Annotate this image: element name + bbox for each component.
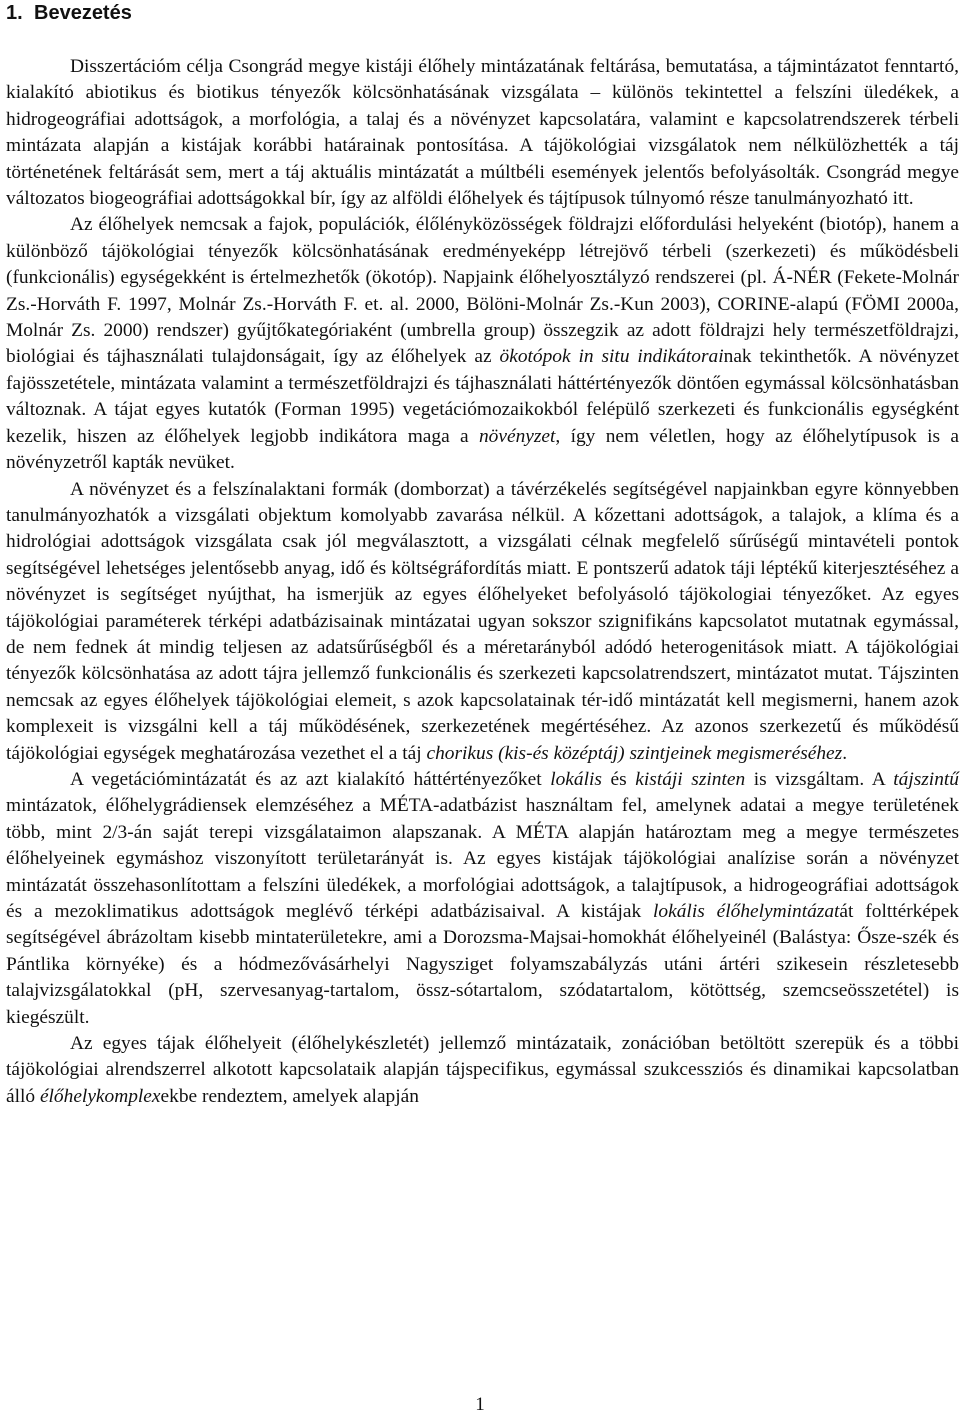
body-text [6,54,959,1110]
paragraph-2-text-a: Az élőhelyek nemcsak a fajok, populációk, élőlényközösségek földrajzi előfordulási helyeként (biotóp), hanem a különböző tájökológiai tényezők kölcsönhatásának eredményeképp létrejövő térbeli (szerkezeti) és működésbeli (funkcionális) egységekként is értelmezhetők (ökotóp). Napjaink élőhelyosztályzó rendszerei (pl. Á-NÉR (Fekete-Molnár Zs.-Horváth F. 1997, Molnár Zs.-Horváth F. et. al. 2000, Bölöni-Molnár Zs.-Kun 2003), CORINE-alapú (FÖMI 2000a, Molnár Zs. 2000) rendszer) gyűjtőkategóriaként (umbrella group) összegzik az adott földrajzi hely természetföldrajzi, biológiai és tájhasználati tulajdonságait, így az élőhelyek az [6,214,959,368]
paragraph-4-italic-3: tájszintű [893,768,959,790]
paragraph-4-text-a: A vegetációmintázatát és az azt kialakító háttértényezőket [70,768,551,790]
paragraph-5-italic-1: élőhelykomplex [39,1085,161,1107]
section-number: 1. [6,2,23,24]
page-number: 1 [475,1394,485,1415]
document-page [6,0,959,1110]
paragraph-2 [6,212,959,476]
section-title: Bevezetés [34,2,132,24]
paragraph-1-text: Disszertációm célja Csongrád megye kistáji élőhely mintázatának feltárása, bemutatása, a tájmintázatot fenntartó, kialakító abiotikus és biotikus tényezők kölcsönhatásának vizsgálata – különös tekintettel a felszíni üledékek, a hidrogeográfiai adottságok, a morfológia, a talaj és a növényzet kapcsolatára, valamint e kapcsolatrendszerek térbeli mintázata alapján a kistájak korábbi határainak pontosítása. A tájökológiai vizsgálatok nem nélkülözhették a táj történetének feltárását sem, mert a táj aktuális mintázatát a múltbéli események jelentős befolyásolták. Csongrád megye változatos biogeográfiai adottságokkal bír, így az alföldi élőhelyek és tájtípusok túlnyomó része tanulmányozható itt. [6,56,959,210]
paragraph-5-text-a: Az egyes tájak élőhelyeit (élőhelykészletét) jellemző mintázataik, zonációban betöltött szerepük és a többi tájökológiai alrendszerrel alkotott kapcsolataik alapján tájspecifikus, egymással szukcessziós és dinamikai kapcsolatban álló [6,1033,959,1107]
paragraph-3-text-a: A növényzet és a felszínalaktani formák (domborzat) a távérzékelés segítségével napjainkban egyre könnyebben tanulmányozhatók a vizsgálati objektum komolyabb zavarása nélkül. A kőzettani adottságok, a talajok, a klíma és a hidrológiai adottságok vizsgálata csak jól megválasztott, a vizsgálati célnak megfelelő sűrűségű mintavételi pontok segítségével lehetséges jelentősebb anyag, idő és költségráfordítás miatt. E pontszerű adatok táji léptékű kiterjesztéséhez a növényzet is segítséget nyújthat, ha ismerjük az egyes élőhelyeket befolyásoló tájökologiai tényezőket. Az egyes tájökológiai paraméterek térképi adatbázisainak mintázatai ugyan sokszor szignifikáns kapcsolatot mutatnak egymással, de nem fednek át mindig teljesen az adatsűrűségből és a méretarányból adódó heterogenitások miatt. A tájökológiai tényezők kölcsönhatása az adott tájra jellemző funkcionális és szerkezeti kapcsolatrendszert, mintázatot mutat. Tájszinten nemcsak az egyes élőhelyek tájökológiai elemeit, s azok kapcsolatainak tér-idő mintázatát kell megismerni, hanem azok komplexeit is vizsgálni kell a táj működésének, szerkezetének megértéséhez. Az azonos szerkezetű és működésű tájökológiai egységek meghatározása vezethet el a táj [6,478,959,764]
paragraph-5-text-b: ekbe rendeztem, amelyek alapján [160,1085,419,1107]
paragraph-3 [6,477,959,767]
paragraph-2-italic-2: növényzet [478,425,556,447]
paragraph-1 [6,54,959,212]
paragraph-2-text-b: nak tekinthetők. A növényzet fajösszetétele, mintázata valamint a természetföldrajzi és tájhasználati háttértényezők döntően egymással kölcsönhatásban változnak. A tájat egyes kutatók (Forman 1995) vegetációmozaikokból felépülő szerkezeti és funkcionális egységként kezelik, hiszen az élőhelyek legjobb indikátora maga a [6,346,959,447]
paragraph-3-text-b: . [842,742,848,764]
section-heading [6,0,959,26]
paragraph-4-text-d: mintázatok, élőhelygrádiensek elemzéséhez a MÉTA-adatbázist használtam fel, amelynek adatai a megye területének több, mint 2/3-án saját terepi vizsgálataimon alapszanak. A MÉTA alapján határoztam meg a megye természetes élőhelyeinek egymáshoz viszonyított területarányát is. Az egyes kistájak tájökológiai analízise során a növényzet mintázatát összehasonlítottam a felszíni üledékek, a morfológiai adottságok, a talajtípusok, a hidrogeográfiai adottságok és a mezoklimatikus adottságok meglévő térképi adatbázisaival. A kistájak [6,795,959,922]
paragraph-4 [6,767,959,1031]
paragraph-4-italic-1: lokális [550,768,602,790]
paragraph-4-text-b: és [601,768,636,790]
paragraph-4-text-c: is vizsgáltam. A [745,768,894,790]
paragraph-4-italic-2: kistáji szinten [635,768,746,790]
paragraph-3-italic-1: chorikus (kis-és középtáj) szintjeinek megismeréséhez [426,742,843,764]
paragraph-4-italic-4: lokális élőhelymintázat [653,901,840,922]
paragraph-5 [6,1031,959,1110]
paragraph-4-text-e: át folttérképek segítségével ábrázoltam kisebb mintaterületekre, ami a Dorozsma-Majsai-homokhát élőhelyeinél (Balástya: Ősze-szék és Pántlika környéke) és a hódmezővásárhelyi Nagysziget folyamszabályzás utáni ártéri szikesein részletesebb talajvizsgálatokkal (pH, szervesanyag-tartalom, össz-sótartalom, szódatartalom, kötöttség, szemcseösszetétel) is kiegészült. [6,901,959,1028]
paragraph-2-italic-1: ökotópok in situ indikátorai [499,346,724,368]
paragraph-2-text-c: , így nem véletlen, hogy az élőhelytípusok is a növényzetről kapták nevüket. [6,425,959,474]
